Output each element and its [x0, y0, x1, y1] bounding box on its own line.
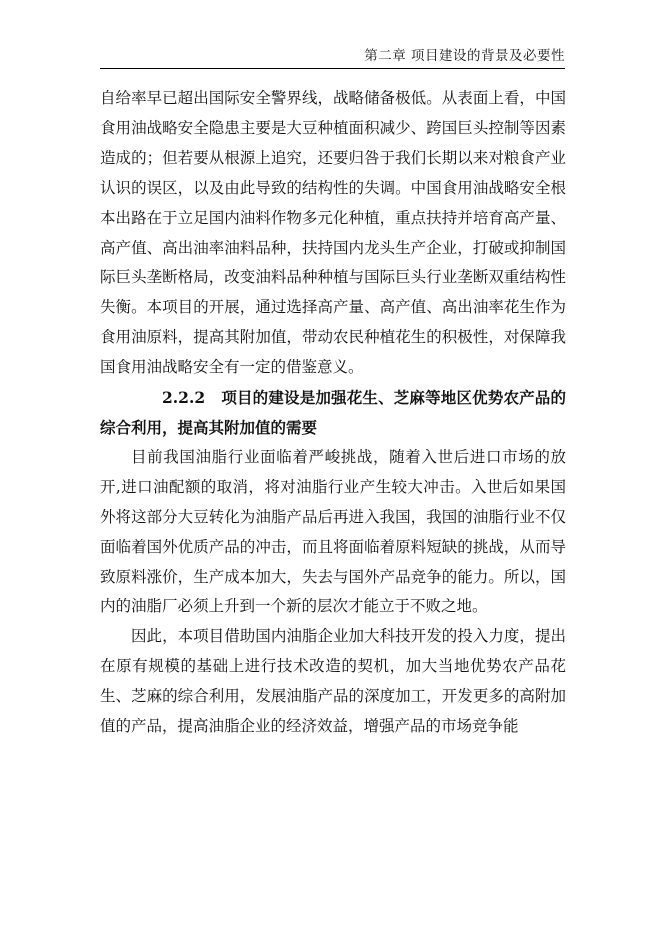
page-header — [100, 40, 565, 69]
section-title: 项目的建设是加强花生、芝麻等地区优势农产品的综合利用，提高其附加值的需要 — [100, 388, 566, 437]
paragraph-food-oil-security: 自给率早已超出国际安全警界线，战略储备极低。从表面上看，中国食用油战略安全隐患主要是大豆种植面积减少、跨国巨头控制等因素造成的；但若要从根源上追究，还要归咎于我们长期以来对粮食产业认识的误区，以及由此导致的结构性的失调。中国食用油战略安全根本出路在于立足国内油料作物多元化种植，重点扶持并培育高产量、高产值、高出油率油料品种，扶持国内龙头生产企业，打破或抑制国际巨头垄断格局，改变油料品种种植与国际巨头行业垄断双重结构性失衡。本项目的开展，通过选择高产量、高产值、高出油率花生作为食用油原料，提高其附加值，带动农民种植花生的积极性，对保障我国食用油战略安全有一定的借鉴意义。 — [100, 89, 566, 377]
chapter-title: 第二章 项目建设的背景及必要性 — [364, 48, 565, 64]
paragraph-industry-challenges: 目前我国油脂行业面临着严峻挑战，随着入世后进口市场的放开,进口油配额的取消，将对油脂行业产生较大冲击。入世后如果国外将这部分大豆转化为油脂产品后再进入我国，我国的油脂行业不仅面临着国外优质产品的冲击，而且将面临着原料短缺的挑战，从而导致原料涨价，生产成本加大，失去与国外产品竞争的能力。所以，国内的油脂厂必须上升到一个新的层次才能立于不败之地。 — [100, 447, 566, 616]
section-heading — [100, 383, 566, 443]
document-body — [100, 84, 566, 742]
section-number: 2.2.2 — [162, 388, 206, 408]
paragraph-project-opportunity: 因此，本项目借助国内油脂企业加大科技开发的投入力度，提出在原有规模的基础上进行技术改造的契机，加大当地优势农产品花生、芝麻的综合利用，发展油脂产品的深度加工，开发更多的高附加值的产品，提高油脂企业的经济效益，增强产品的市场竞争能 — [100, 627, 566, 736]
